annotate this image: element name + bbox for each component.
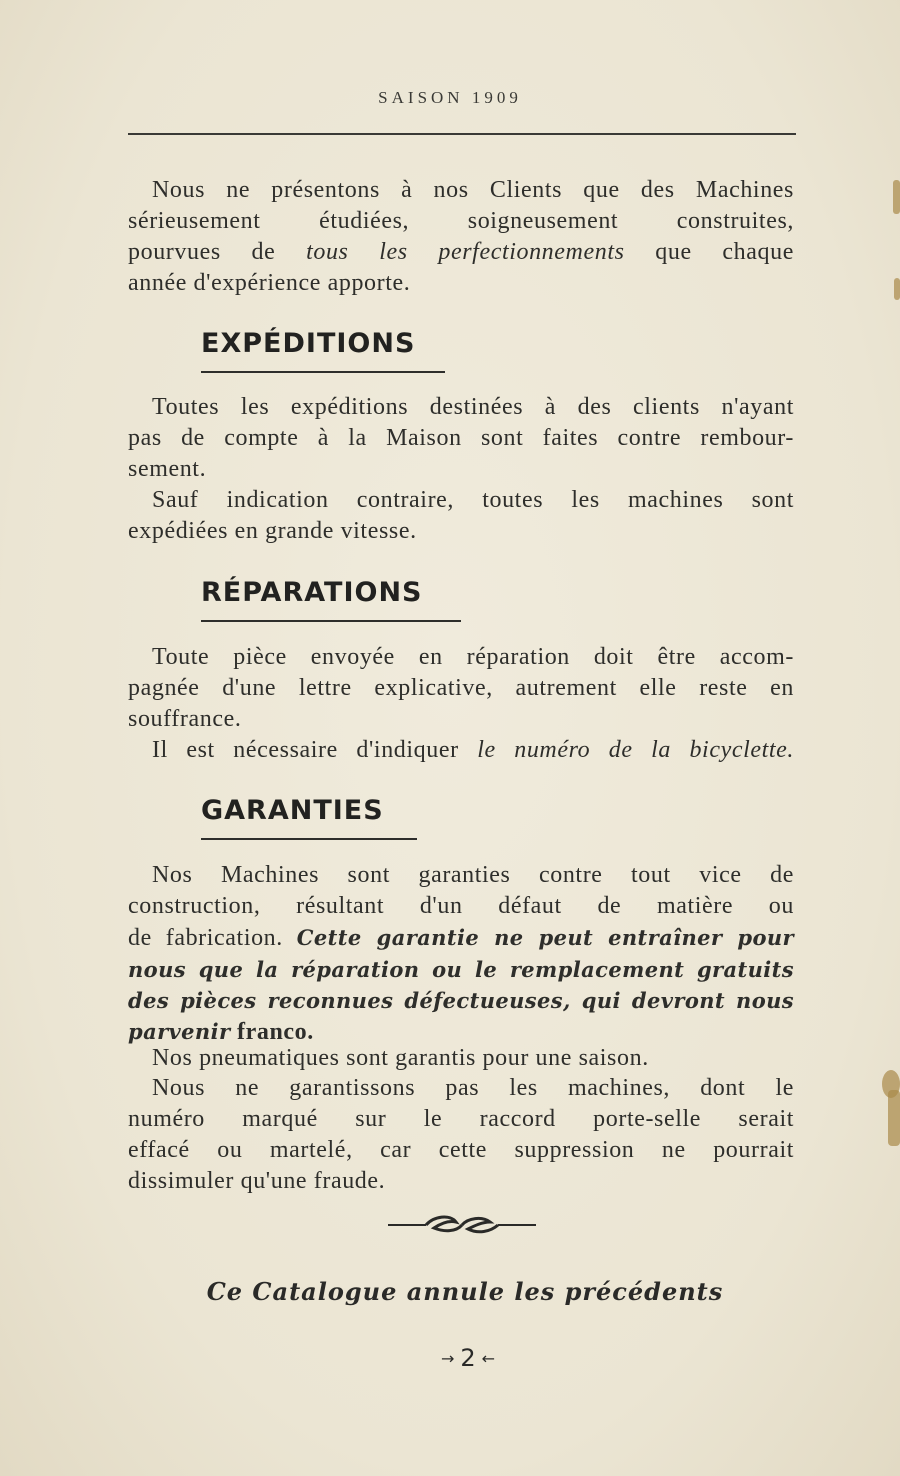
expeditions-p2-line-1: Sauf indication contraire, toutes les machines sont (152, 487, 794, 513)
intro-paragraph (128, 175, 794, 299)
garanties-p1-line-1: Nos Machines sont garanties contre tout vice de (152, 862, 794, 888)
ornament-flourish-icon (386, 1210, 538, 1240)
garanties-paragraph-3 (128, 1073, 794, 1197)
page-number (418, 1344, 518, 1372)
section-title-expeditions: EXPÉDITIONS (201, 328, 416, 359)
garanties-p3-line-3: effacé ou martelé, car cette suppression ne pourrait (128, 1137, 794, 1163)
section-title-garanties: GARANTIES (201, 795, 384, 826)
page-number-value: 2 (460, 1344, 476, 1372)
section-title-reparations: RÉPARATIONS (201, 577, 423, 608)
garanties-p3-line-4: dissimuler qu'une fraude. (128, 1168, 386, 1194)
reparations-p2-line-1: Il est nécessaire d'indiquer le numéro de la bicyclette. (152, 737, 794, 763)
intro-line-4: année d'expérience apporte. (128, 270, 411, 296)
section-rule-garanties (201, 838, 417, 840)
garanties-p3-line-1: Nous ne garantissons pas les machines, dont le (152, 1075, 794, 1101)
garanties-p1-line-5: des pièces reconnues défectueuses, qui devront nous (128, 988, 794, 1013)
section-rule-reparations (201, 620, 461, 622)
intro-line-1: Nous ne présentons à nos Clients que des Machines (152, 177, 794, 203)
expeditions-paragraph-1 (128, 392, 794, 485)
garanties-paragraph-2 (128, 1043, 794, 1074)
garanties-p1-line-4: nous que la réparation ou le remplacement gratuits (128, 957, 794, 982)
reparations-p1-line-2: pagnée d'une lettre explicative, autrement elle reste en (128, 675, 794, 701)
garanties-p1-line-6: parvenir franco. (128, 1019, 314, 1045)
expeditions-p1-line-3: sement. (128, 456, 207, 482)
stain-mark (894, 278, 900, 300)
garanties-p3-line-2: numéro marqué sur le raccord porte-selle serait (128, 1106, 794, 1132)
header-rule (128, 133, 796, 135)
garanties-p2-line-1: Nos pneumatiques sont garantis pour une saison. (152, 1045, 649, 1071)
expeditions-p1-line-2: pas de compte à la Maison sont faites contre rembour- (128, 425, 794, 451)
expeditions-p2-line-2: expédiées en grande vitesse. (128, 518, 417, 544)
catalog-notice: Ce Catalogue annule les précédents (206, 1277, 724, 1306)
right-arrow-icon: ← (481, 1348, 496, 1368)
intro-line-3: pourvues de tous les perfectionnements que chaque (128, 239, 794, 265)
reparations-p1-line-1: Toute pièce envoyée en réparation doit être accom- (152, 644, 794, 670)
expeditions-p1-line-1: Toutes les expéditions destinées à des clients n'ayant (152, 394, 794, 420)
garanties-p1-line-3: de fabrication. Cette garantie ne peut entraîner pour (128, 925, 795, 951)
reparations-paragraph-1 (128, 642, 794, 735)
intro-line-2: sérieusement étudiées, soigneusement construites, (128, 208, 794, 234)
section-rule-expeditions (201, 371, 445, 373)
left-arrow-icon: → (440, 1348, 455, 1368)
stain-mark (888, 1090, 900, 1146)
garanties-paragraph-1 (128, 860, 794, 1048)
reparations-p1-line-3: souffrance. (128, 706, 242, 732)
stain-mark (893, 180, 900, 214)
reparations-paragraph-2 (128, 735, 794, 766)
garanties-p1-line-2: construction, résultant d'un défaut de matière ou (128, 893, 794, 919)
page-header: SAISON 1909 (378, 88, 522, 107)
expeditions-paragraph-2 (128, 485, 794, 547)
